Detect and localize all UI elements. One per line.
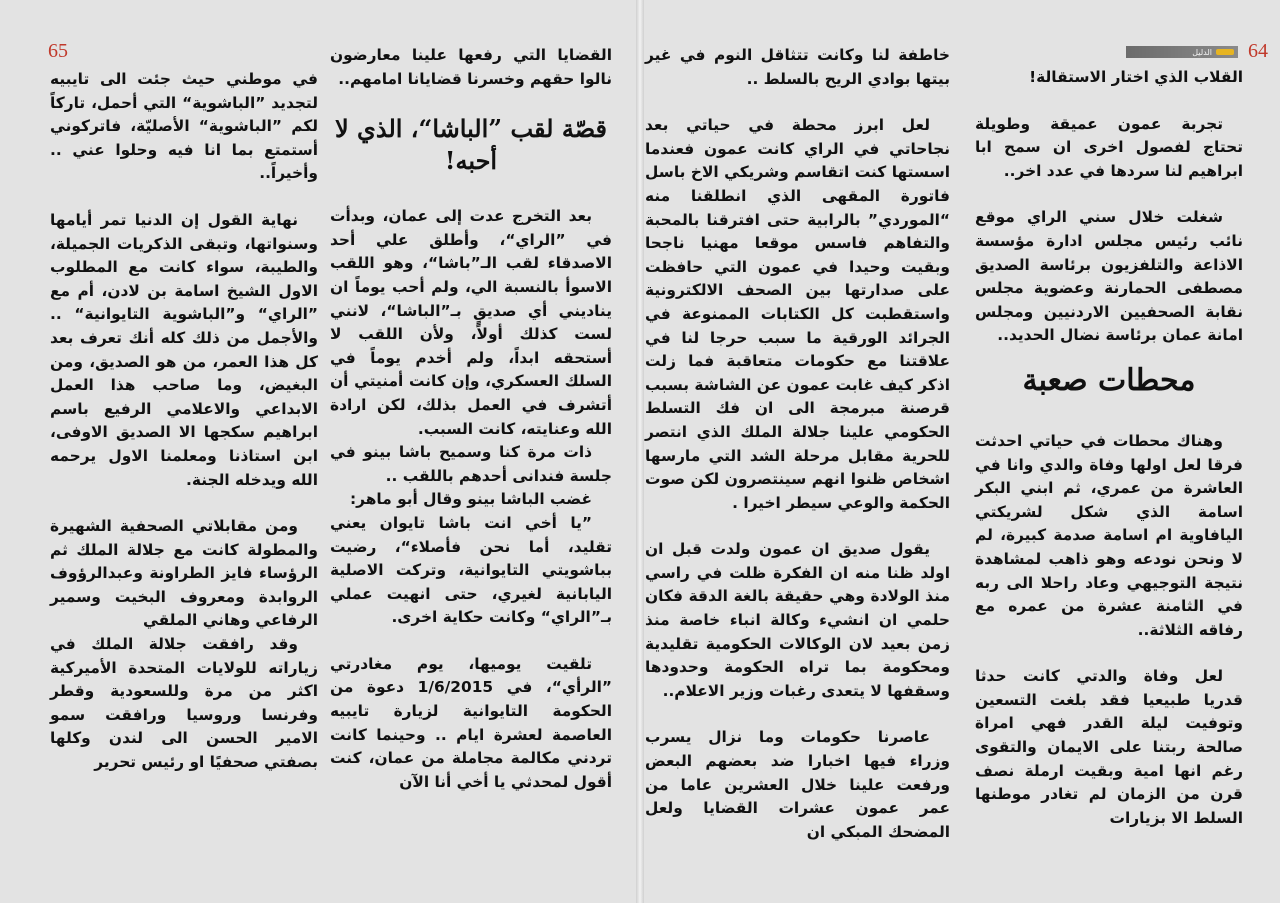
column2-paragraph-3: يقول صديق ان عمون ولدت قبل ان اولد ظنا منه ان الفكرة ظلت في راسي منذ الولادة وهي حقيقة بالغة الدقة فكان حلمي ان انشيء وكالة انباء خاصة منذ زمن بعيد لان الوكالات الحكومية تقليدية ومحكومة بما تراه الحكومة وحدودها وسقفها لا يتعدى رغبات وزير الاعلام.. [645,540,950,700]
article-column-3 [330,44,612,794]
column2-paragraph-1: خاطفة لنا وكانت تتثاقل النوم في غير بيتها بوادي الريح بالسلط .. [645,46,950,88]
section-heading-pasha-title: قصّة لقب ”الباشا“، الذي لا أحبه! [335,114,607,176]
column3-paragraph-2: بعد التخرج عدت إلى عمان، وبدأت في ”الراي“، وأطلق علي أحد الاصدقاء لقب الـ”باشا“، وهو اللقب الاسوأ بالنسبة الي، ولم أحب يوماً ان يناديني أي صديقٍ بـ”الباشا“، لانني لست كذلك أولاً، ولأن اللقب لا أستحقه ابداً، ولم أخدم يوماً في السلك العسكري، وإن كانت أمنيتي أن أتشرف في العمل بذلك، لكن ارادة الله وعنايته، كانت السبب. [330,207,612,438]
column1-paragraph-4: وهناك محطات في حياتي احدثت فرقا لعل اولها وفاة والدي وانا في العاشرة من عمري، ثم ابني البكر اسامة الذي شكل لشريكتي اليافاوية ام اسامة صدمة كبيرة، لم لا ونحن نودعه وهو ذاهب لمشاهدة نتيجة التوجيهي وعاد راحلا الى ربه في الثامنة عشرة من عمره مع رفاقه الثلاثة.. [975,431,1243,639]
column1-paragraph-5: لعل وفاة والدتي كانت حدثا قدريا طبيعيا فقد بلغت التسعين وتوفيت ليلة القدر فهي امراة صالحة ربتنا على الايمان والتقوى رغم انها امية وبقيت ارملة نصف قرن من الزمان لم تغادر موطنها السلط الا بزيارات [975,667,1243,827]
column3-paragraph-6: تلقيت يوميها، يوم مغادرتي ”الرأي“، في 1/6/2015 دعوة من الحكومة التايوانية لزيارة تايبيه العاصمة لعشرة ايام .. وحينما كانت تردني مكالمة مجاملة من عمان، كنت أقول لمحدثي يا أخي أنا الآن [330,654,612,791]
column4-paragraph-3: ومن مقابلاتي الصحفية الشهيرة والمطولة كانت مع جلالة الملك ثم الرؤساء فايز الطراونة وعبدالرؤوف الروابدة ومعروف البخيت وسمير الرفاعي وهاني الملقي [50,517,318,630]
column1-paragraph-3: شغلت خلال سني الراي موقع نائب رئيس مجلس ادارة مؤسسة الاذاعة والتلفزيون برئاسة الصديق مصطفى الحمارنة وعضوية مجلس نقابة الصحفيين الاردنيين ومجلس امانة عمان برئاسة نضال الحديد.. [975,208,1243,345]
column1-paragraph-1: القلاب الذي اختار الاستقالة! [1029,68,1243,86]
column4-paragraph-2: نهاية القول إن الدنيا تمر أيامها وسنواتها، وتبقى الذكريات الجميلة، والطيبة، سواء كانت مع المطلوب الاول الشيخ اسامة بن لادن، أم مع ”الراي“ و”الباشوية التايوانية“ .. والأجمل من ذلك كله أنك تعرف بعد كل هذا العمر، من هو الصديق، ومن البغيض، وما صاحب هذا العمل الابداعي والاعلامي الرفيع باسم ابراهيم سكجها الا الصديق الاوفى، ابن استاذنا ومعلمنا الاول يرحمه الله ويدخله الجنة. [50,210,318,489]
logo-mark-icon [1216,49,1234,55]
section-heading-difficult-stations: محطات صعبة [1022,362,1196,398]
header-text: الدليل [1192,47,1212,57]
column4-paragraph-1: في موطني حيث جئت الى تايبيه لتجديد ”الباشوية“ التي أحمل، تاركاً لكم ”الباشوية“ الأصليّة، فاتركوني أستمتع بما انا فيه وحلوا عني .. وأخيراً.. [50,70,318,183]
column3-paragraph-5: ”يا أخي انت باشا تايوان يعني تقليد، أما نحن فأصلاء“، رضيت بباشويتي التايوانية، وتركت الاصلية اليابانية لغيري، حتى انهيت عملي بـ”الراي“ وكانت حكاية اخرى. [330,513,612,627]
page-number-right: 64 [1248,40,1268,62]
column4-paragraph-4: وقد رافقت جلالة الملك في زياراته للولايات المتحدة الأميركية اكثر من مرة وللسعودية وقطر وفرنسا وروسيا ورافقت سمو الامير الحسن الى لندن وكلها بصفتي صحفيًا او رئيس تحرير [50,635,318,772]
column3-paragraph-3: ذات مرة كنا وسميح باشا بينو في جلسة فندانى أحدهم باللقب .. [330,443,612,485]
article-column-1 [975,66,1243,830]
article-column-2 [645,44,950,844]
page-number-left: 65 [48,40,68,62]
magazine-header-strip [1126,46,1238,58]
column3-paragraph-1: القضايا التي رفعها علينا معارضون نالوا حقهم وخسرنا قضايانا امامهم.. [330,46,612,88]
column2-paragraph-4: عاصرنا حكومات وما نزال يسرب وزراء فيها اخبارا ضد بعضهم البعض ورفعت علينا خلال العشرين عاما من عمر عمون عشرات القضايا ولعل المضحك المبكي ان [645,728,950,841]
article-column-4 [50,68,318,775]
column3-paragraph-4: غضب الباشا بينو وقال أبو ماهر: [350,490,592,509]
column2-paragraph-2: لعل ابرز محطة في حياتي بعد نجاحاتي في الراي كانت عمون فعندما اسستها كنت اتقاسم وشريكي الاخ باسل فاتورة المقهى الذي انطلقنا منه “الموردي” بالرابية حتى افترقنا بالمحبة والتفاهم فاسس موقعا مهنيا ناجحا وبقيت وحيدا في عمون التي حافظت على صدارتها بين الصحف الالكترونية واستقطبت كل الكتابات الممنوعة في الجرائد الورقية ما سبب حرجا لنا في علاقتنا مع حكومات متعاقبة فما زلت اذكر كيف غابت عمون عن الشاشة بسبب قرصنة مبرمجة الى ان فك التسلط الحكومي علينا جلالة الملك الذي انتصر للحرية مقابل مرحلة الشد التي مارسها اشخاص ظنوا انهم سينتصرون لكن صوت الحكمة والوعي سيطر اخيرا . [645,116,950,512]
column1-paragraph-2: تجربة عمون عميقة وطويلة تحتاج لفصول اخرى ان سمح ابا ابراهيم لنا سردها في عدد اخر.. [975,114,1243,180]
page-gutter [636,0,644,903]
